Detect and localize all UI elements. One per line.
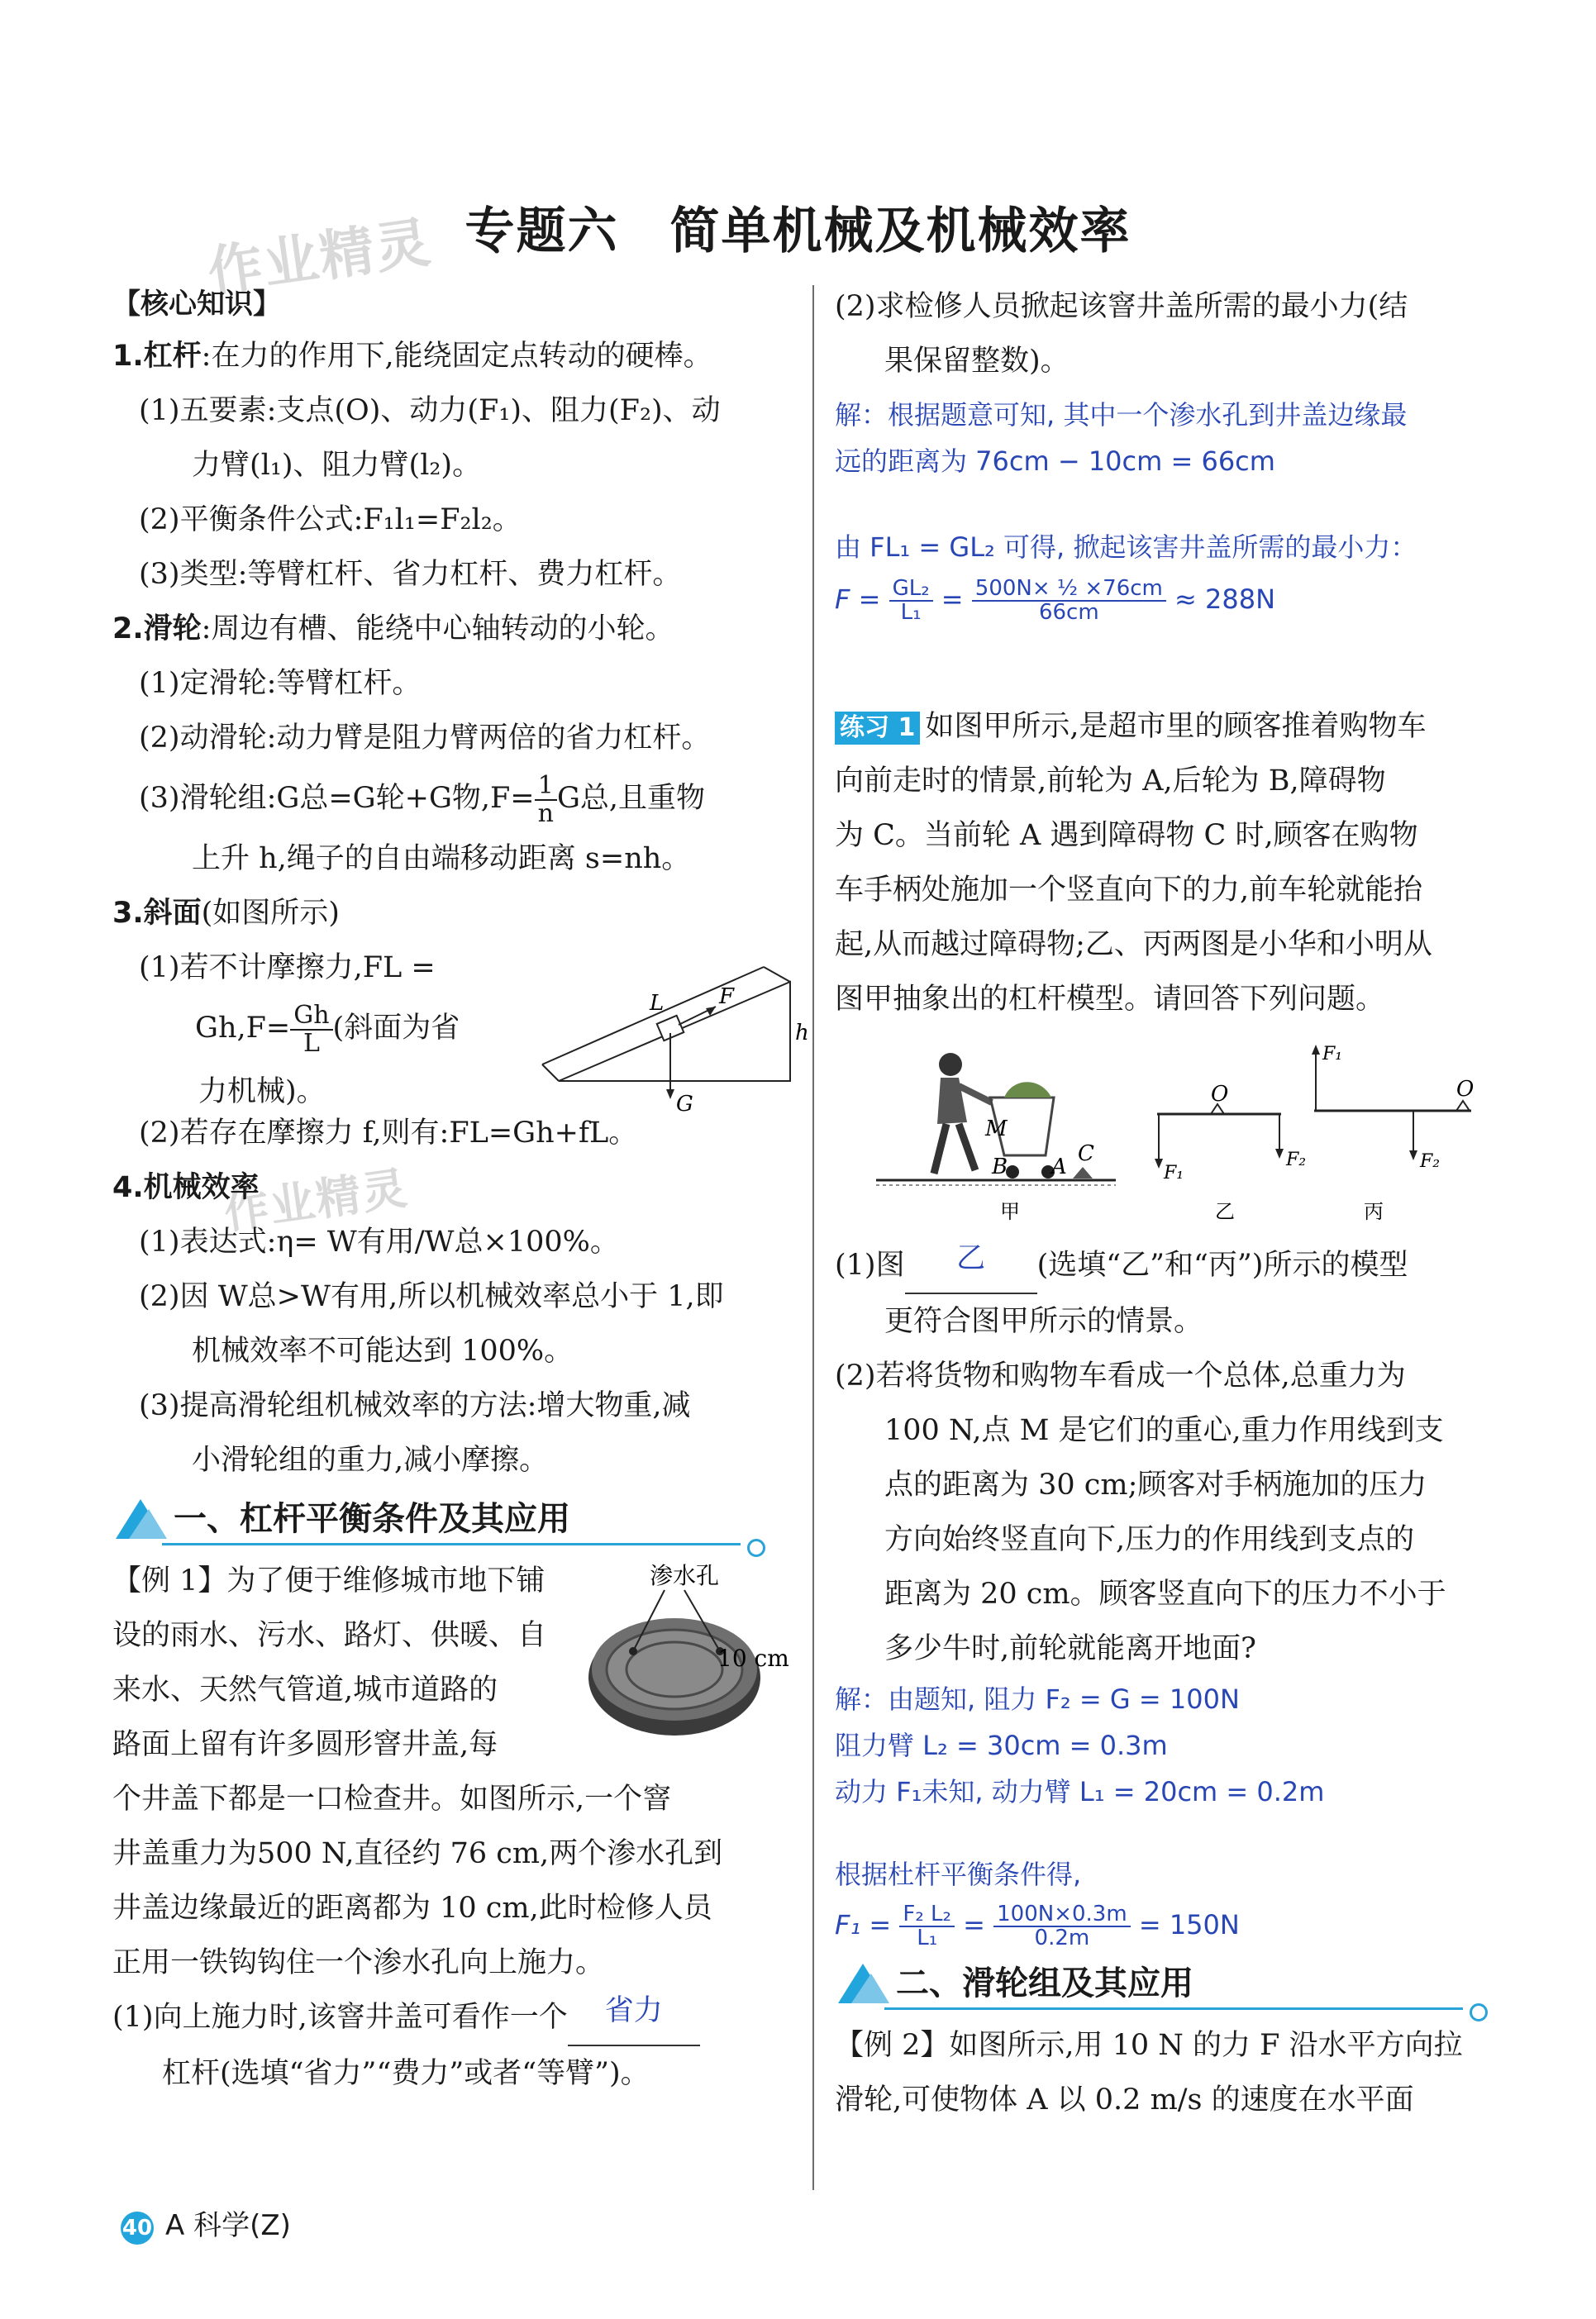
watermark: 作业精灵 bbox=[221, 1161, 412, 1240]
text-line: 路面上留有许多圆形窨井盖,每 bbox=[112, 1728, 498, 1761]
text-line: (1)定滑轮:等臂杠杆。 bbox=[139, 667, 422, 700]
text-line: (1)向上施力时,该窨井盖可看作一个 省力 bbox=[112, 1990, 798, 2046]
text-line: 滑轮,可使物体 A 以 0.2 m/s 的速度在水平面 bbox=[835, 2083, 1414, 2117]
column-divider bbox=[812, 285, 814, 2190]
text-line: 个井盖下都是一口检查井。如图所示,一个窨 bbox=[112, 1783, 672, 1816]
text-line: (3)类型:等臂杠杆、省力杠杆、费力杠杆。 bbox=[139, 558, 682, 591]
section-header bbox=[835, 1957, 1521, 2015]
label-A: A bbox=[1051, 1155, 1067, 1179]
text-line: 3.斜面(如图所示) bbox=[112, 897, 340, 930]
page-number: 40 bbox=[121, 2212, 154, 2245]
label-h: h bbox=[795, 1021, 809, 1045]
text-line: (3)滑轮组:G总=G轮+G物,F= $\frac{1}{n}$ G总,且重物 bbox=[139, 771, 706, 828]
text-line: 小滑轮组的重力,减小摩擦。 bbox=[192, 1444, 549, 1477]
incline-diagram bbox=[542, 957, 809, 1117]
solution-line: 动力 F₁未知, 动力臂 L₁ = 20cm = 0.2m bbox=[835, 1776, 1325, 1807]
text-line: 向前走时的情景,前轮为 A,后轮为 B,障碍物 bbox=[835, 764, 1386, 798]
text-line: (2)求检修人员掀起该窨井盖所需的最小力(结 bbox=[835, 290, 1408, 323]
solution-line: 由 FL₁ = GL₂ 可得, 掀起该害井盖所需的最小力： bbox=[835, 531, 1417, 563]
text-line: 来水、天然气管道,城市道路的 bbox=[112, 1674, 498, 1707]
text-line: 起,从而越过障碍物;乙、丙两图是小华和小明从 bbox=[835, 928, 1432, 961]
label-F2: F₂ bbox=[1286, 1150, 1307, 1170]
text-line: 更符合图甲所示的情景。 bbox=[884, 1305, 1203, 1338]
label-bing: 丙 bbox=[1364, 1200, 1384, 1223]
solution-formula: F = $\frac{\text{GL₂}}{\text{L₁}}$ = $\frac{\text{500N× ½ ×76cm}}{66cm}$ ≈ 288N bbox=[835, 575, 1276, 625]
triangle-icon bbox=[835, 1960, 893, 2007]
label-jia: 甲 bbox=[1000, 1200, 1020, 1223]
label-C: C bbox=[1078, 1141, 1094, 1166]
example-1-intro bbox=[112, 1554, 798, 1772]
text-line: 杠杆(选填“省力”“费力”或者“等臂”)。 bbox=[162, 2057, 650, 2090]
section-header bbox=[112, 1493, 798, 1550]
practice-1: 练习 1 如图甲所示,是超市里的顾客推着购物车 bbox=[835, 699, 1521, 754]
manhole-dist: 10 cm bbox=[717, 1645, 789, 1672]
text-line: (1)表达式:η= W有用/W总×100%。 bbox=[139, 1226, 619, 1259]
text-line: 车手柄处施加一个竖直向下的力,前车轮就能抬 bbox=[835, 874, 1423, 907]
footer-text: A 科学(Z) bbox=[165, 2209, 291, 2242]
text-line: (1)若不计摩擦力,FL = bbox=[139, 951, 436, 984]
text-line: 机械效率不可能达到 100%。 bbox=[192, 1335, 574, 1368]
text-line: 【例 1】为了便于维修城市地下铺 bbox=[112, 1564, 545, 1598]
text-line: Gh,F= $\frac{Gh}{L}$ (斜面为省 bbox=[195, 1001, 460, 1058]
solution-line: 阻力臂 L₂ = 30cm = 0.3m bbox=[835, 1730, 1168, 1761]
text-line: 井盖重力为500 N,直径约 76 cm,两个渗水孔到 bbox=[112, 1837, 723, 1870]
triangle-icon bbox=[112, 1496, 170, 1542]
right-column bbox=[835, 279, 1521, 2127]
text-line: (2)若将货物和购物车看成一个总体,总重力为 bbox=[835, 1359, 1406, 1393]
core-knowledge-header: 【核心知识】 bbox=[112, 288, 281, 321]
label-F: F bbox=[719, 984, 735, 1009]
text-line: 2.滑轮:周边有槽、能绕中心轴转动的小轮。 bbox=[112, 612, 674, 645]
text-line: 1.杠杆:在力的作用下,能绕固定点转动的硬棒。 bbox=[112, 340, 712, 373]
text-line: 图甲抽象出的杠杆模型。请回答下列问题。 bbox=[835, 983, 1385, 1016]
text-line: (2)动滑轮:动力臂是阻力臂两倍的省力杠杆。 bbox=[139, 721, 711, 755]
shopping-cart-figure bbox=[835, 1031, 1521, 1238]
text-line: 力臂(l₁)、阻力臂(l₂)。 bbox=[192, 449, 482, 482]
text-line: 上升 h,绳子的自由端移动距离 s=nh。 bbox=[192, 842, 691, 875]
label-B: B bbox=[992, 1155, 1008, 1179]
label-O: O bbox=[1211, 1082, 1229, 1107]
text-line: 【例 2】如图所示,用 10 N 的力 F 沿水平方向拉 bbox=[835, 2029, 1463, 2062]
solution-line: 解：根据题意可知, 其中一个渗水孔到井盖边缘最 bbox=[835, 399, 1408, 431]
label-M: M bbox=[985, 1117, 1008, 1141]
text-line: 力机械)。 bbox=[198, 1075, 326, 1108]
manhole-cover-image bbox=[575, 1554, 807, 1760]
solution-line: 根据杜杆平衡条件得, bbox=[835, 1859, 1082, 1890]
text-line: 设的雨水、污水、路灯、供暖、自 bbox=[112, 1619, 547, 1652]
solution-formula: F₁ = $\frac{\text{F₂ L₂}}{\text{L₁}}$ = $\frac{100N\times 0.3m}{0.2m}$ = 150N bbox=[835, 1901, 1240, 1950]
text-line: (1)图 乙 (选填“乙”和“丙”)所示的模型 bbox=[835, 1238, 1521, 1294]
text-line: 方向始终竖直向下,压力的作用线到支点的 bbox=[884, 1523, 1415, 1556]
efficiency-header: 4.机械效率 bbox=[112, 1171, 260, 1204]
text-line: 正用一铁钩钩住一个渗水孔向上施力。 bbox=[112, 1946, 605, 1979]
label-F2: F₂ bbox=[1420, 1151, 1441, 1172]
text-line: (3)提高滑轮组机械效率的方法:增大物重,减 bbox=[139, 1389, 691, 1422]
section-title: 一、杠杆平衡条件及其应用 bbox=[174, 1500, 570, 1538]
text-line: 果保留整数)。 bbox=[884, 345, 1070, 378]
answer-blank[interactable]: 乙 bbox=[905, 1238, 1037, 1294]
manhole-label: 渗水孔 bbox=[650, 1562, 720, 1589]
page-title: 专题六 简单机械及机械效率 bbox=[465, 202, 1131, 260]
text-line: 点的距离为 30 cm;顾客对手柄施加的压力 bbox=[884, 1469, 1427, 1502]
incline-block bbox=[112, 940, 809, 1117]
label-F1: F₁ bbox=[1322, 1044, 1343, 1064]
text-line: 100 N,点 M 是它们的重心,重力作用线到支 bbox=[884, 1414, 1444, 1447]
text-line: 距离为 20 cm。顾客竖直向下的压力不小于 bbox=[884, 1578, 1446, 1611]
text-line: (2)因 W总>W有用,所以机械效率总小于 1,即 bbox=[139, 1280, 724, 1313]
text-line: 为 C。当前轮 A 遇到障碍物 C 时,顾客在购物 bbox=[835, 819, 1418, 852]
page-footer bbox=[121, 2202, 291, 2245]
text-line: 多少牛时,前轮就能离开地面? bbox=[884, 1632, 1256, 1665]
left-column bbox=[112, 279, 809, 2101]
practice-badge: 练习 1 bbox=[835, 712, 920, 745]
label-F1: F₁ bbox=[1164, 1163, 1184, 1183]
text-line: 井盖边缘最近的距离都为 10 cm,此时检修人员 bbox=[112, 1892, 712, 1925]
solution-line: 解：由题知, 阻力 F₂ = G = 100N bbox=[835, 1683, 1240, 1715]
label-L: L bbox=[650, 991, 665, 1016]
section-title: 二、滑轮组及其应用 bbox=[896, 1964, 1193, 2002]
watermark: 作业精灵 bbox=[203, 210, 436, 305]
label-O: O bbox=[1456, 1077, 1475, 1102]
target-icon bbox=[1470, 2003, 1488, 2021]
solution-line: 远的距离为 76cm − 10cm = 66cm bbox=[835, 445, 1275, 477]
answer-blank[interactable]: 省力 bbox=[568, 1990, 700, 2046]
text-line: (2)若存在摩擦力 f,则有:FL=Gh+fL。 bbox=[139, 1117, 638, 1150]
text-line: (2)平衡条件公式:F₁l₁=F₂l₂。 bbox=[139, 503, 522, 536]
label-yi: 乙 bbox=[1215, 1200, 1235, 1223]
text-line: (1)五要素:支点(O)、动力(F₁)、阻力(F₂)、动 bbox=[139, 394, 721, 427]
label-G: G bbox=[676, 1092, 693, 1117]
